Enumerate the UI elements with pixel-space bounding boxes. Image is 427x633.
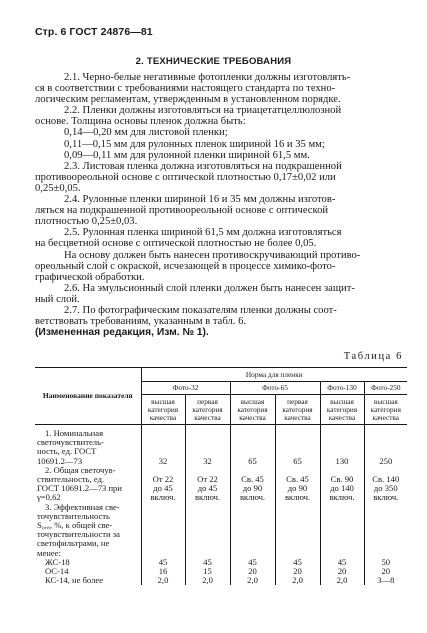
value-line: 20 [293, 566, 302, 577]
value-cell [364, 558, 407, 586]
value-line: 45 [248, 556, 257, 567]
paragraph-line: 2.7. По фотографическим показателям пленки должны соот- [64, 304, 337, 316]
value-cell [320, 558, 364, 586]
paragraph-line: противоореольной основе с оптической плотностью 0,17±0,02 или [35, 171, 336, 183]
value-cell [230, 466, 275, 503]
category-header-cell: высшая категория качества [364, 395, 407, 425]
value-line: 2,0 [336, 575, 348, 586]
paragraph-line: ный слой. [35, 293, 80, 305]
paragraph-line: графической обработки. [35, 271, 145, 283]
value-line: 2,0 [292, 575, 303, 586]
value-line: включ. [194, 492, 221, 503]
label-line: светочувствитель- [37, 437, 104, 448]
value-line: 20 [337, 566, 347, 577]
table-row [35, 503, 407, 558]
value-line: 250 [379, 455, 393, 466]
paragraph-line: 2.6. На эмульсионный слой пленки должен быть нанесен защит- [64, 282, 355, 294]
value-cell [230, 558, 275, 586]
value-cell [141, 425, 185, 466]
paragraph-line: ся в соответствии с требованиями настоящего стандарта по техно- [35, 83, 336, 95]
value-line: включ. [150, 492, 176, 503]
value-cell [141, 503, 185, 558]
value-line: 16 [158, 566, 168, 577]
paragraph-line: 0,25±0,05. [35, 182, 81, 194]
category-header-cell: первая категория качества [185, 395, 230, 425]
value-line: включ. [239, 492, 266, 503]
value-cell [275, 558, 320, 586]
paragraph-line: ветствовать требованиям, указанным в табл. 6. [35, 316, 247, 328]
value-cell [185, 425, 230, 466]
indicator-label-cell [35, 503, 141, 558]
value-line: 130 [335, 455, 349, 466]
spec-table [35, 367, 407, 585]
value-cell [185, 503, 230, 558]
label-line: ГОСТ 10691.2—73 при [37, 483, 122, 494]
table-body [35, 425, 407, 586]
paragraph-line: основе. Толщина основы пленок должна быть: [35, 116, 246, 128]
label-line: 10691.2—73 [37, 455, 83, 466]
paragraph-line: ляться на подкрашенной противоореольной основе с оптической [35, 205, 329, 217]
paragraph-line: плотностью 0,25±0,03. [35, 216, 138, 228]
value-line: до 350 [373, 483, 398, 494]
paragraph-line: логическим регламентам, утвержденным в установленном порядке. [35, 94, 341, 106]
value-line: 2,0 [157, 575, 169, 586]
value-cell [275, 503, 320, 558]
value-line: Св. 140 [372, 474, 400, 485]
value-line: 32 [158, 455, 168, 466]
paragraph-line: 2.5. Рулонная пленка шириной 61,5 мм должна изготовляться [64, 227, 342, 239]
paragraph-line: 2.4. Рулонные пленки шириной 16 и 35 мм должны изготов- [64, 194, 336, 206]
value-line: 3—8 [377, 575, 395, 586]
value-line: 2,0 [247, 575, 258, 586]
value-line: 45 [337, 556, 347, 567]
row-header-cell: Наименование показателя [35, 368, 141, 425]
amendment-note: (Измененная редакция, Изм. № 1). [35, 327, 209, 339]
section-title: 2. ТЕХНИЧЕСКИЕ ТРЕБОВАНИЯ [135, 56, 292, 67]
label-line: ОС-14 [45, 566, 69, 577]
value-cell [230, 425, 275, 466]
label-line: точувствительности за [37, 529, 120, 540]
label-line: ствительность, ед. [37, 474, 105, 485]
label-line: 3. Эффективная све- [45, 501, 120, 512]
paragraph-line: ореольный слой с окраской, исчезающей в процессе химико-фото- [35, 260, 336, 272]
value-line: От 22 [197, 474, 218, 485]
paragraph-line: 0,11—0,15 мм для рулонных пленок шириной 16 и 35 мм; [64, 138, 325, 150]
value-cell [320, 466, 364, 503]
film-header-cell: Фото-32 [141, 382, 230, 395]
film-header-cell: Фото-130 [320, 382, 364, 395]
value-line: 2,0 [202, 575, 213, 586]
value-line: 45 [158, 556, 168, 567]
table-caption: Таблица 6 [343, 351, 403, 362]
value-line: 45 [203, 556, 212, 567]
value-cell [364, 466, 407, 503]
value-line: Св. 45 [241, 474, 264, 485]
value-line: до 140 [330, 483, 354, 494]
label-line: менее: [37, 547, 61, 558]
indicator-label-cell [35, 466, 141, 503]
value-line: Св. 90 [330, 474, 354, 485]
value-cell [141, 466, 185, 503]
label-line: точувствительность [37, 510, 110, 521]
value-line: 65 [293, 455, 302, 466]
paragraph-line: На основу должен быть нанесен противоскручивающий противо- [64, 249, 361, 261]
category-header-cell: высшая категория качества [320, 395, 364, 425]
group-header-cell: Норма для пленки [141, 368, 407, 382]
label-line: ЖС-18 [45, 556, 70, 567]
paragraph-line: 2.3. Листовая пленка должна изготовляться на подкрашенной [64, 160, 342, 172]
table-row [35, 466, 407, 503]
label-line: ность, ед. ГОСТ [37, 446, 97, 457]
value-line: до 90 [242, 483, 263, 494]
value-cell [275, 466, 320, 503]
value-cell [275, 425, 320, 466]
category-header-cell: первая категория качества [275, 395, 320, 425]
paragraph-line: 2.2. Пленки должны изготовляться на триацетатцеллюлозной [64, 105, 342, 117]
value-line: 20 [381, 566, 391, 577]
value-line: до 90 [287, 483, 308, 494]
film-header-cell: Фото-65 [230, 382, 320, 395]
value-line: включ. [284, 492, 311, 503]
value-cell [185, 466, 230, 503]
value-line: включ. [329, 492, 355, 503]
value-line: Св. 45 [286, 474, 309, 485]
value-line: 32 [203, 455, 212, 466]
value-line: 15 [203, 566, 212, 577]
paragraph-line: на бесцветной основе с оптической плотностью не более 0,05. [35, 238, 317, 250]
value-line: От 22 [152, 474, 174, 485]
value-line: 65 [248, 455, 257, 466]
category-header-cell: высшая категория качества [141, 395, 185, 425]
category-header-cell: высшая категория качества [230, 395, 275, 425]
label-line: светофильтрами, не [37, 538, 110, 549]
value-cell [230, 503, 275, 558]
value-line: включ. [373, 492, 399, 503]
value-line: до 45 [197, 483, 218, 494]
label-line: КС-14, не более [45, 575, 104, 586]
body-text [35, 72, 407, 338]
value-line: 45 [293, 556, 302, 567]
label-line: 2. Общая светочув- [45, 464, 116, 475]
table-row [35, 425, 407, 466]
label-line: S₀,₈, %, к общей све- [37, 520, 113, 531]
value-line: до 45 [153, 483, 173, 494]
label-line: 1. Номинальная [45, 428, 104, 438]
indicator-label-cell [35, 558, 141, 586]
paragraph-line: 0,09—0,11 мм для рулонной пленки шириной 61,5 мм. [64, 149, 310, 161]
film-header-cell: Фото-250 [364, 382, 407, 395]
value-cell [320, 503, 364, 558]
value-line: 20 [248, 566, 257, 577]
value-line: 50 [381, 556, 391, 567]
value-cell [364, 425, 407, 466]
value-cell [364, 503, 407, 558]
label-line: γ=0,62 [37, 492, 61, 503]
value-cell [320, 425, 364, 466]
page-header: Стр. 6 ГОСТ 24876—81 [35, 26, 153, 38]
value-cell [141, 558, 185, 586]
paragraph-line: 0,14—0,20 мм для листовой пленки; [64, 127, 228, 139]
table-row [35, 558, 407, 586]
value-cell [185, 558, 230, 586]
indicator-label-cell [35, 425, 141, 466]
paragraph-line: 2.1. Черно-белые негативные фотопленки должны изготовлять- [64, 72, 351, 83]
